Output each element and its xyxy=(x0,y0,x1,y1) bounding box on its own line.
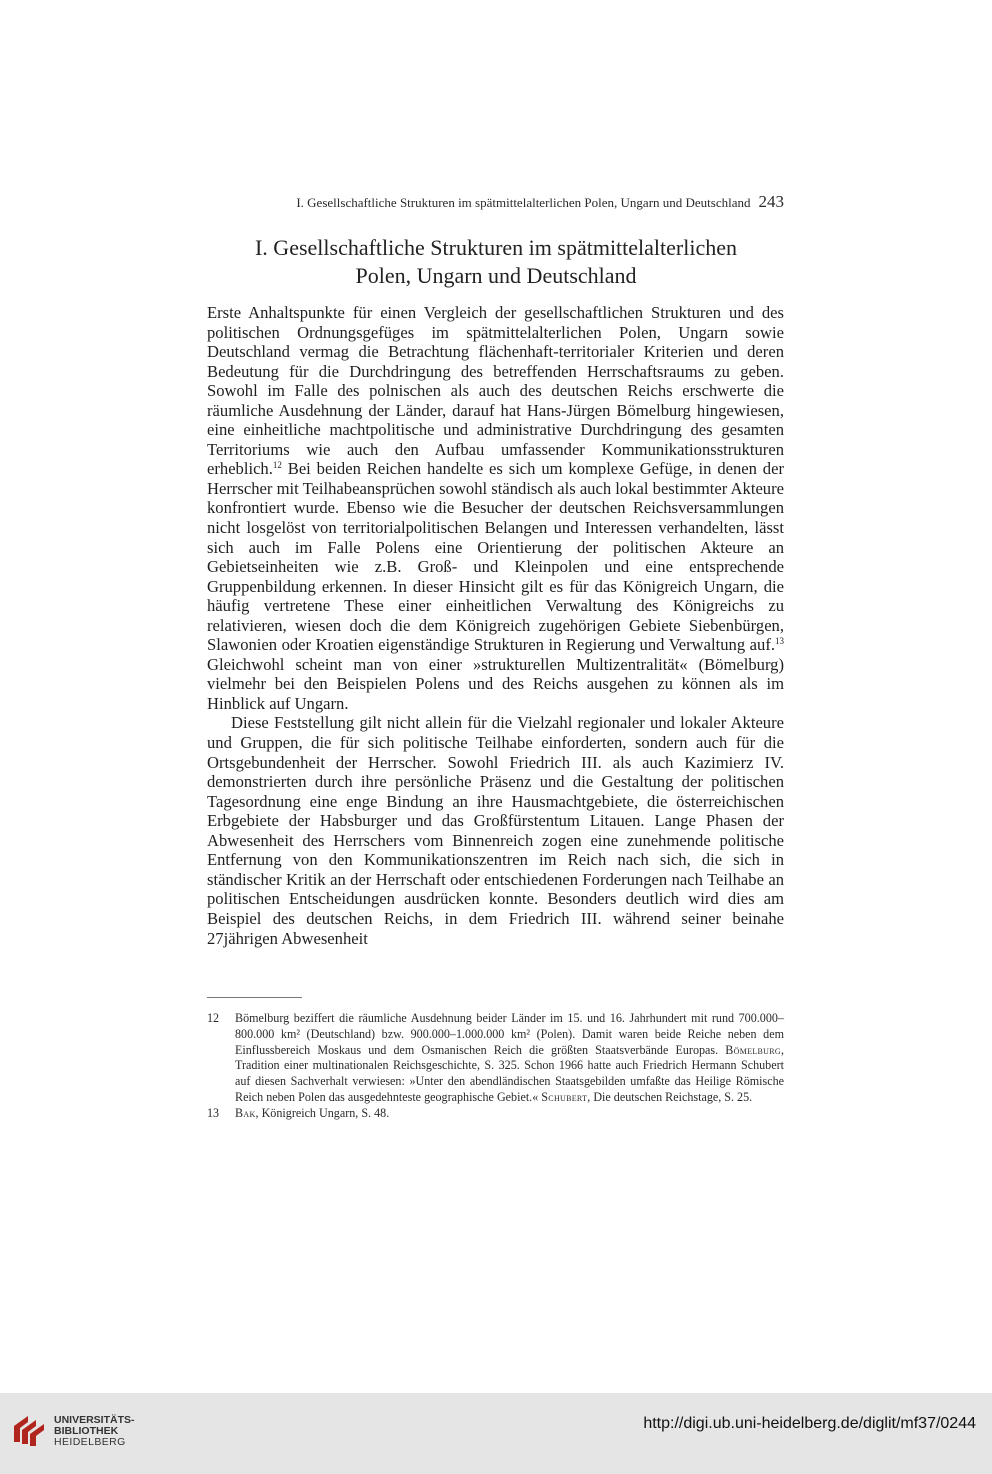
library-name-line-2: BIBLIOTHEK xyxy=(54,1424,119,1437)
footnote-text xyxy=(235,1011,784,1106)
body-text xyxy=(207,303,784,948)
library-name-line-3: HEIDELBERG xyxy=(54,1435,126,1448)
footnote-text-part: , Tradition einer multinationalen Reichsgeschichte, S. 325. Schon 1966 hatte auch Friedrich Hermann Schubert auf diesen Sachverhalt verwiesen: »Unter den abendländischen Staatsgebilden umfaßte das Heilige Römische Reich neben Polen das ausgedehnteste geographische Gebiet.« xyxy=(235,1042,784,1104)
footnote-reference-12[interactable]: 12 xyxy=(272,460,282,471)
author-name: Bömelburg xyxy=(725,1042,781,1057)
paragraph-1-part-a: Erste Anhaltspunkte für einen Vergleich der gesellschaftlichen Strukturen und des politischen Ordnungsgefüges im spätmittelalterlichen Polen, Ungarn sowie Deutschland vermag die Betrachtung flächenhaft-territorialer Kriterien und deren Bedeutung für die Durchdringung des betreffenden Herrschaftsraums zu geben. Sowohl im Falle des polnischen als auch des deutschen Reichs erschwerte die räumliche Ausdehnung der Länder, darauf hat Hans-Jürgen Bömelburg hingewiesen, eine einheitliche machtpolitische und administrative Durchdringung des gesamten Territoriums wie auch den Aufbau umfassender Kommunikationsstrukturen erheblich. xyxy=(207,303,784,479)
footnote-12 xyxy=(207,1011,784,1106)
author-name: Schubert xyxy=(541,1089,588,1104)
digitization-footer xyxy=(0,1393,992,1474)
footnote-text-part: Bömelburg beziffert die räumliche Ausdehnung beider Länder im 15. und 16. Jahrhundert mit rund 700.000–800.000 km² (Deutschland) bzw. 900.000–1.000.000 km² (Polen). Damit waren beide Reiche neben dem Einflussbereich Moskaus und dem Osmanischen Reich die größten Staatsverbände Europas. xyxy=(235,1011,784,1057)
footnote-text xyxy=(235,1106,784,1122)
footnote-divider xyxy=(207,997,302,998)
running-head xyxy=(208,192,784,212)
footnote-reference-13[interactable]: 13 xyxy=(775,636,784,647)
library-logo[interactable] xyxy=(10,1412,135,1450)
footnotes xyxy=(207,1011,784,1122)
footnote-number: 12 xyxy=(207,1011,220,1025)
library-name-line-1: UNIVERSITÄTS- xyxy=(54,1413,135,1426)
running-head-text: I. Gesellschaftliche Strukturen im spätmittelalterlichen Polen, Ungarn und Deutschland xyxy=(296,195,751,210)
footnote-text-part: , Königreich Ungarn, S. 48. xyxy=(255,1105,390,1120)
author-name: Bak xyxy=(235,1105,256,1120)
chapter-title-line-2: Polen, Ungarn und Deutschland xyxy=(355,263,637,288)
paragraph-2: Diese Feststellung gilt nicht allein für die Vielzahl regionaler und lokaler Akteure und Gruppen, die für sich politische Teilhabe einforderten, sondern auch für die Ortsgebundenheit der Herrscher. Sowohl Friedrich III. als auch Kazimierz IV. demonstrierten durch ihre persönliche Präsenz und die Gestaltung der politischen Tagesordnung eine enge Bindung an ihre Hausmachtgebiete, die österreichischen Erbgebiete der Habsburger und das Großfürstentum Litauen. Lange Phasen der Abwesenheit des Herrschers vom Binnenreich zogen eine zunehmende politische Entfernung von den Kommunikationszentren im Reich nach sich, die sich in ständischer Kritik an der Herrschaft oder entschiedenen Forderungen nach Teilhabe an politischen Entscheidungen ausdrücken konnte. Besonders deutlich wird dies am Beispiel des deutschen Reichs, in dem Friedrich III. während seiner beinahe 27jährigen Abwesenheit xyxy=(207,713,784,948)
footnote-text-part: , Die deutschen Reichstage, S. 25. xyxy=(587,1089,753,1104)
digitization-url[interactable]: http://digi.ub.uni-heidelberg.de/diglit/mf37/0244 xyxy=(643,1415,976,1432)
paragraph-1-part-b: Bei beiden Reichen handelte es sich um komplexe Gefüge, in denen der Herrscher mit Teilhabeansprüchen sowohl ständisch als auch lokal bestimmter Akteure konfrontiert wurde. Ebenso wie die Besucher der deutschen Reichsversammlungen nicht losgelöst von territorialpolitischen Belangen und Interessen verhandelten, lässt sich auch im Falle Polens eine Orientierung der politischen Akteure an Gebietseinheiten wie z.B. Groß- und Kleinpolen und eine entsprechende Gruppenbildung erkennen. In dieser Hinsicht gilt es für das Königreich Ungarn, die häufig vertretene These einer einheitlichen Verwaltung des Königreichs zu relativieren, wiesen doch die dem Königreich zugehörigen Gebiete Siebenbürgen, Slawonien oder Kroatien eigenständige Strukturen in Regierung und Verwaltung auf. xyxy=(207,459,784,655)
footnote-number: 13 xyxy=(207,1105,220,1120)
page-number: 243 xyxy=(758,192,784,211)
footnote-13 xyxy=(207,1106,784,1122)
chapter-title-line-1: I. Gesellschaftliche Strukturen im spätmittelalterlichen xyxy=(254,235,737,260)
library-emblem-icon xyxy=(10,1412,48,1450)
chapter-title xyxy=(208,234,784,290)
paragraph-1-part-c: Gleichwohl scheint man von einer »strukturellen Multizentralität« (Bömelburg) vielmehr bei den Beispielen Polens und des Reichs ausgehen zu können als im Hinblick auf Ungarn. xyxy=(207,654,784,713)
paragraph-1 xyxy=(207,303,784,713)
library-name xyxy=(54,1415,135,1448)
